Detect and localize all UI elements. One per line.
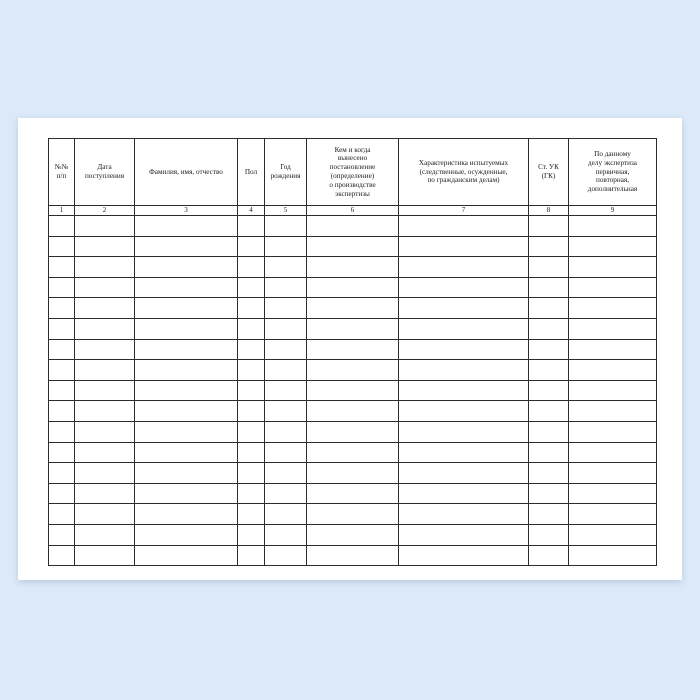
header-line: рождения bbox=[270, 172, 301, 180]
table-cell-empty[interactable] bbox=[569, 277, 657, 298]
column-number: 7 bbox=[399, 206, 529, 216]
header-line: (следственные, осужденные, bbox=[419, 167, 508, 176]
table-cell-empty[interactable] bbox=[75, 463, 135, 484]
table-cell-empty[interactable] bbox=[265, 380, 307, 401]
header-line: Кем и когда bbox=[334, 145, 371, 154]
header-line: поступления bbox=[84, 172, 125, 180]
header-line: №№ bbox=[54, 163, 69, 172]
header-line: Характеристика испытуемых bbox=[418, 158, 509, 167]
table-cell-empty[interactable] bbox=[135, 216, 238, 237]
table-cell-empty[interactable] bbox=[307, 442, 399, 463]
table-cell-empty[interactable] bbox=[135, 421, 238, 442]
table-cell-empty[interactable] bbox=[49, 339, 75, 360]
document-page bbox=[18, 118, 682, 580]
table-cell-empty[interactable] bbox=[135, 277, 238, 298]
table-cell-empty[interactable] bbox=[49, 257, 75, 278]
table-cell-empty[interactable] bbox=[238, 277, 265, 298]
header-line: дополнительная bbox=[587, 185, 638, 194]
table-cell-empty[interactable] bbox=[75, 257, 135, 278]
table-cell-empty[interactable] bbox=[75, 277, 135, 298]
table-cell-empty[interactable] bbox=[238, 483, 265, 504]
table-cell-empty[interactable] bbox=[529, 298, 569, 319]
header-line: повторная, bbox=[595, 176, 630, 185]
table-row[interactable] bbox=[49, 524, 657, 545]
table-cell-empty[interactable] bbox=[307, 483, 399, 504]
table-cell-empty[interactable] bbox=[135, 442, 238, 463]
table-cell-empty[interactable] bbox=[135, 545, 238, 566]
header-line: Дата bbox=[97, 163, 112, 172]
table-cell-empty[interactable] bbox=[265, 442, 307, 463]
table-row[interactable] bbox=[49, 257, 657, 278]
table-cell-empty[interactable] bbox=[569, 216, 657, 237]
header-line: о производстве bbox=[329, 180, 376, 189]
table-cell-empty[interactable] bbox=[569, 504, 657, 525]
header-line: По данному bbox=[594, 150, 631, 159]
table-cell-empty[interactable] bbox=[49, 524, 75, 545]
table-cell-empty[interactable] bbox=[265, 257, 307, 278]
table-cell-empty[interactable] bbox=[135, 318, 238, 339]
table-cell-empty[interactable] bbox=[399, 545, 529, 566]
table-row[interactable] bbox=[49, 236, 657, 257]
table-cell-empty[interactable] bbox=[49, 421, 75, 442]
table-cell-empty[interactable] bbox=[75, 401, 135, 422]
header-line: постановление bbox=[329, 163, 376, 172]
table-cell-empty[interactable] bbox=[238, 216, 265, 237]
table-cell-empty[interactable] bbox=[75, 524, 135, 545]
table-cell-empty[interactable] bbox=[75, 421, 135, 442]
table-cell-empty[interactable] bbox=[238, 463, 265, 484]
table-cell-empty[interactable] bbox=[238, 524, 265, 545]
table-cell-empty[interactable] bbox=[399, 257, 529, 278]
table-cell-empty[interactable] bbox=[307, 504, 399, 525]
table-cell-empty[interactable] bbox=[265, 545, 307, 566]
header-line: п/п bbox=[56, 172, 67, 180]
table-cell-empty[interactable] bbox=[529, 401, 569, 422]
table-cell-empty[interactable] bbox=[49, 483, 75, 504]
table-row[interactable] bbox=[49, 442, 657, 463]
table-cell-empty[interactable] bbox=[265, 483, 307, 504]
header-cell-number bbox=[49, 139, 75, 206]
table-cell-empty[interactable] bbox=[399, 524, 529, 545]
table-cell-empty[interactable] bbox=[135, 339, 238, 360]
table-cell-empty[interactable] bbox=[49, 401, 75, 422]
table-cell-empty[interactable] bbox=[265, 463, 307, 484]
table-cell-empty[interactable] bbox=[399, 339, 529, 360]
table-cell-empty[interactable] bbox=[569, 421, 657, 442]
table-cell-empty[interactable] bbox=[569, 545, 657, 566]
table-cell-empty[interactable] bbox=[135, 483, 238, 504]
table-cell-empty[interactable] bbox=[529, 236, 569, 257]
table-cell-empty[interactable] bbox=[265, 298, 307, 319]
table-cell-empty[interactable] bbox=[529, 421, 569, 442]
table-cell-empty[interactable] bbox=[75, 298, 135, 319]
table-cell-empty[interactable] bbox=[49, 298, 75, 319]
table-cell-empty[interactable] bbox=[265, 401, 307, 422]
table-row[interactable] bbox=[49, 463, 657, 484]
header-cell-subject-characteristics bbox=[399, 139, 529, 206]
table-cell-empty[interactable] bbox=[265, 277, 307, 298]
table-cell-empty[interactable] bbox=[307, 236, 399, 257]
table-cell-empty[interactable] bbox=[569, 524, 657, 545]
table-cell-empty[interactable] bbox=[135, 401, 238, 422]
table-cell-empty[interactable] bbox=[529, 277, 569, 298]
table-cell-empty[interactable] bbox=[75, 318, 135, 339]
table-cell-empty[interactable] bbox=[569, 483, 657, 504]
table-row[interactable] bbox=[49, 483, 657, 504]
table-cell-empty[interactable] bbox=[569, 257, 657, 278]
table-cell-empty[interactable] bbox=[307, 298, 399, 319]
table-cell-empty[interactable] bbox=[569, 318, 657, 339]
table-body bbox=[49, 216, 657, 566]
column-number: 2 bbox=[75, 206, 135, 216]
table-cell-empty[interactable] bbox=[49, 545, 75, 566]
table-cell-empty[interactable] bbox=[307, 524, 399, 545]
table-row[interactable] bbox=[49, 318, 657, 339]
header-line: (ГК) bbox=[541, 172, 556, 180]
table-cell-empty[interactable] bbox=[307, 401, 399, 422]
header-line: Пол bbox=[244, 167, 258, 176]
table-cell-empty[interactable] bbox=[49, 318, 75, 339]
header-line: делу экспертиза bbox=[588, 158, 637, 167]
table-cell-empty[interactable] bbox=[265, 360, 307, 381]
table-cell-empty[interactable] bbox=[238, 401, 265, 422]
table-cell-empty[interactable] bbox=[265, 421, 307, 442]
column-number: 8 bbox=[529, 206, 569, 216]
table-cell-empty[interactable] bbox=[399, 216, 529, 237]
header-line: экспертизы bbox=[335, 189, 370, 198]
table-cell-empty[interactable] bbox=[399, 298, 529, 319]
column-number: 3 bbox=[135, 206, 238, 216]
header-line: Год bbox=[280, 163, 291, 172]
table-cell-empty[interactable] bbox=[529, 504, 569, 525]
table-cell-empty[interactable] bbox=[307, 318, 399, 339]
table-cell-empty[interactable] bbox=[238, 380, 265, 401]
header-line: (определение) bbox=[330, 172, 375, 180]
table-cell-empty[interactable] bbox=[265, 504, 307, 525]
table-cell-empty[interactable] bbox=[569, 401, 657, 422]
table-cell-empty[interactable] bbox=[399, 277, 529, 298]
table-header bbox=[49, 139, 657, 216]
table-row[interactable] bbox=[49, 380, 657, 401]
table-cell-empty[interactable] bbox=[529, 380, 569, 401]
table-row[interactable] bbox=[49, 360, 657, 381]
table-cell-empty[interactable] bbox=[49, 277, 75, 298]
table-cell-empty[interactable] bbox=[49, 236, 75, 257]
table-row[interactable] bbox=[49, 504, 657, 525]
table-cell-empty[interactable] bbox=[529, 463, 569, 484]
table-cell-empty[interactable] bbox=[75, 360, 135, 381]
table-cell-empty[interactable] bbox=[399, 380, 529, 401]
header-cell-birth-year bbox=[265, 139, 307, 206]
table-cell-empty[interactable] bbox=[307, 339, 399, 360]
table-cell-empty[interactable] bbox=[307, 545, 399, 566]
table-cell-empty[interactable] bbox=[238, 545, 265, 566]
table-cell-empty[interactable] bbox=[399, 421, 529, 442]
column-number: 5 bbox=[265, 206, 307, 216]
table-cell-empty[interactable] bbox=[307, 257, 399, 278]
table-cell-empty[interactable] bbox=[49, 360, 75, 381]
table-cell-empty[interactable] bbox=[307, 216, 399, 237]
table-cell-empty[interactable] bbox=[569, 442, 657, 463]
table-cell-empty[interactable] bbox=[75, 483, 135, 504]
header-cell-expertise-type bbox=[569, 139, 657, 206]
header-cell-gender bbox=[238, 139, 265, 206]
table-cell-empty[interactable] bbox=[135, 360, 238, 381]
table-row[interactable] bbox=[49, 216, 657, 237]
table-cell-empty[interactable] bbox=[265, 524, 307, 545]
header-line: Фамилия, имя, отчество bbox=[149, 167, 223, 176]
table-cell-empty[interactable] bbox=[49, 463, 75, 484]
table-cell-empty[interactable] bbox=[529, 339, 569, 360]
header-line: вынесено bbox=[337, 154, 368, 163]
table-cell-empty[interactable] bbox=[399, 236, 529, 257]
table-cell-empty[interactable] bbox=[529, 360, 569, 381]
table-cell-empty[interactable] bbox=[529, 216, 569, 237]
table-cell-empty[interactable] bbox=[49, 504, 75, 525]
header-line: Ст. УК bbox=[538, 163, 559, 172]
table-cell-empty[interactable] bbox=[238, 421, 265, 442]
header-line: по гражданским делам) bbox=[427, 176, 500, 185]
table-cell-empty[interactable] bbox=[75, 216, 135, 237]
table-cell-empty[interactable] bbox=[307, 421, 399, 442]
table-cell-empty[interactable] bbox=[529, 318, 569, 339]
table-cell-empty[interactable] bbox=[135, 524, 238, 545]
table-row[interactable] bbox=[49, 421, 657, 442]
table-cell-empty[interactable] bbox=[307, 463, 399, 484]
table-row[interactable] bbox=[49, 545, 657, 566]
table-cell-empty[interactable] bbox=[135, 380, 238, 401]
table-cell-empty[interactable] bbox=[399, 504, 529, 525]
column-number: 4 bbox=[238, 206, 265, 216]
header-cell-full-name bbox=[135, 139, 238, 206]
table-cell-empty[interactable] bbox=[529, 483, 569, 504]
table-cell-empty[interactable] bbox=[307, 360, 399, 381]
table-cell-empty[interactable] bbox=[265, 236, 307, 257]
header-line: первичная, bbox=[595, 167, 630, 176]
table-cell-empty[interactable] bbox=[49, 380, 75, 401]
table-cell-empty[interactable] bbox=[569, 339, 657, 360]
table-cell-empty[interactable] bbox=[569, 463, 657, 484]
table-cell-empty[interactable] bbox=[265, 318, 307, 339]
header-cell-article bbox=[529, 139, 569, 206]
table-cell-empty[interactable] bbox=[75, 545, 135, 566]
column-number: 9 bbox=[569, 206, 657, 216]
header-row bbox=[49, 139, 657, 206]
table-cell-empty[interactable] bbox=[135, 504, 238, 525]
table-cell-empty[interactable] bbox=[49, 216, 75, 237]
table-cell-empty[interactable] bbox=[307, 380, 399, 401]
table-cell-empty[interactable] bbox=[399, 401, 529, 422]
table-cell-empty[interactable] bbox=[265, 216, 307, 237]
journal-table-container bbox=[48, 138, 656, 566]
table-cell-empty[interactable] bbox=[135, 463, 238, 484]
table-cell-empty[interactable] bbox=[399, 483, 529, 504]
table-cell-empty[interactable] bbox=[265, 339, 307, 360]
table-row[interactable] bbox=[49, 401, 657, 422]
header-cell-decision-issuer bbox=[307, 139, 399, 206]
table-cell-empty[interactable] bbox=[135, 298, 238, 319]
table-cell-empty[interactable] bbox=[75, 380, 135, 401]
table-cell-empty[interactable] bbox=[238, 318, 265, 339]
table-cell-empty[interactable] bbox=[399, 463, 529, 484]
table-cell-empty[interactable] bbox=[49, 442, 75, 463]
table-cell-empty[interactable] bbox=[75, 504, 135, 525]
column-number: 1 bbox=[49, 206, 75, 216]
table-cell-empty[interactable] bbox=[569, 360, 657, 381]
table-cell-empty[interactable] bbox=[399, 442, 529, 463]
table-cell-empty[interactable] bbox=[307, 277, 399, 298]
table-cell-empty[interactable] bbox=[569, 236, 657, 257]
table-cell-empty[interactable] bbox=[238, 257, 265, 278]
table-cell-empty[interactable] bbox=[238, 236, 265, 257]
table-cell-empty[interactable] bbox=[399, 360, 529, 381]
journal-table bbox=[48, 138, 657, 566]
column-number: 6 bbox=[307, 206, 399, 216]
table-cell-empty[interactable] bbox=[135, 236, 238, 257]
column-number-row bbox=[49, 206, 657, 216]
header-cell-date-received bbox=[75, 139, 135, 206]
table-cell-empty[interactable] bbox=[75, 442, 135, 463]
table-cell-empty[interactable] bbox=[569, 380, 657, 401]
table-row[interactable] bbox=[49, 277, 657, 298]
table-cell-empty[interactable] bbox=[238, 339, 265, 360]
table-cell-empty[interactable] bbox=[75, 236, 135, 257]
table-row[interactable] bbox=[49, 298, 657, 319]
table-cell-empty[interactable] bbox=[529, 257, 569, 278]
table-row[interactable] bbox=[49, 339, 657, 360]
table-cell-empty[interactable] bbox=[529, 545, 569, 566]
table-cell-empty[interactable] bbox=[529, 442, 569, 463]
table-cell-empty[interactable] bbox=[399, 318, 529, 339]
table-cell-empty[interactable] bbox=[238, 360, 265, 381]
table-cell-empty[interactable] bbox=[529, 524, 569, 545]
table-cell-empty[interactable] bbox=[238, 298, 265, 319]
table-cell-empty[interactable] bbox=[569, 298, 657, 319]
table-cell-empty[interactable] bbox=[75, 339, 135, 360]
table-cell-empty[interactable] bbox=[238, 504, 265, 525]
table-cell-empty[interactable] bbox=[135, 257, 238, 278]
table-cell-empty[interactable] bbox=[238, 442, 265, 463]
